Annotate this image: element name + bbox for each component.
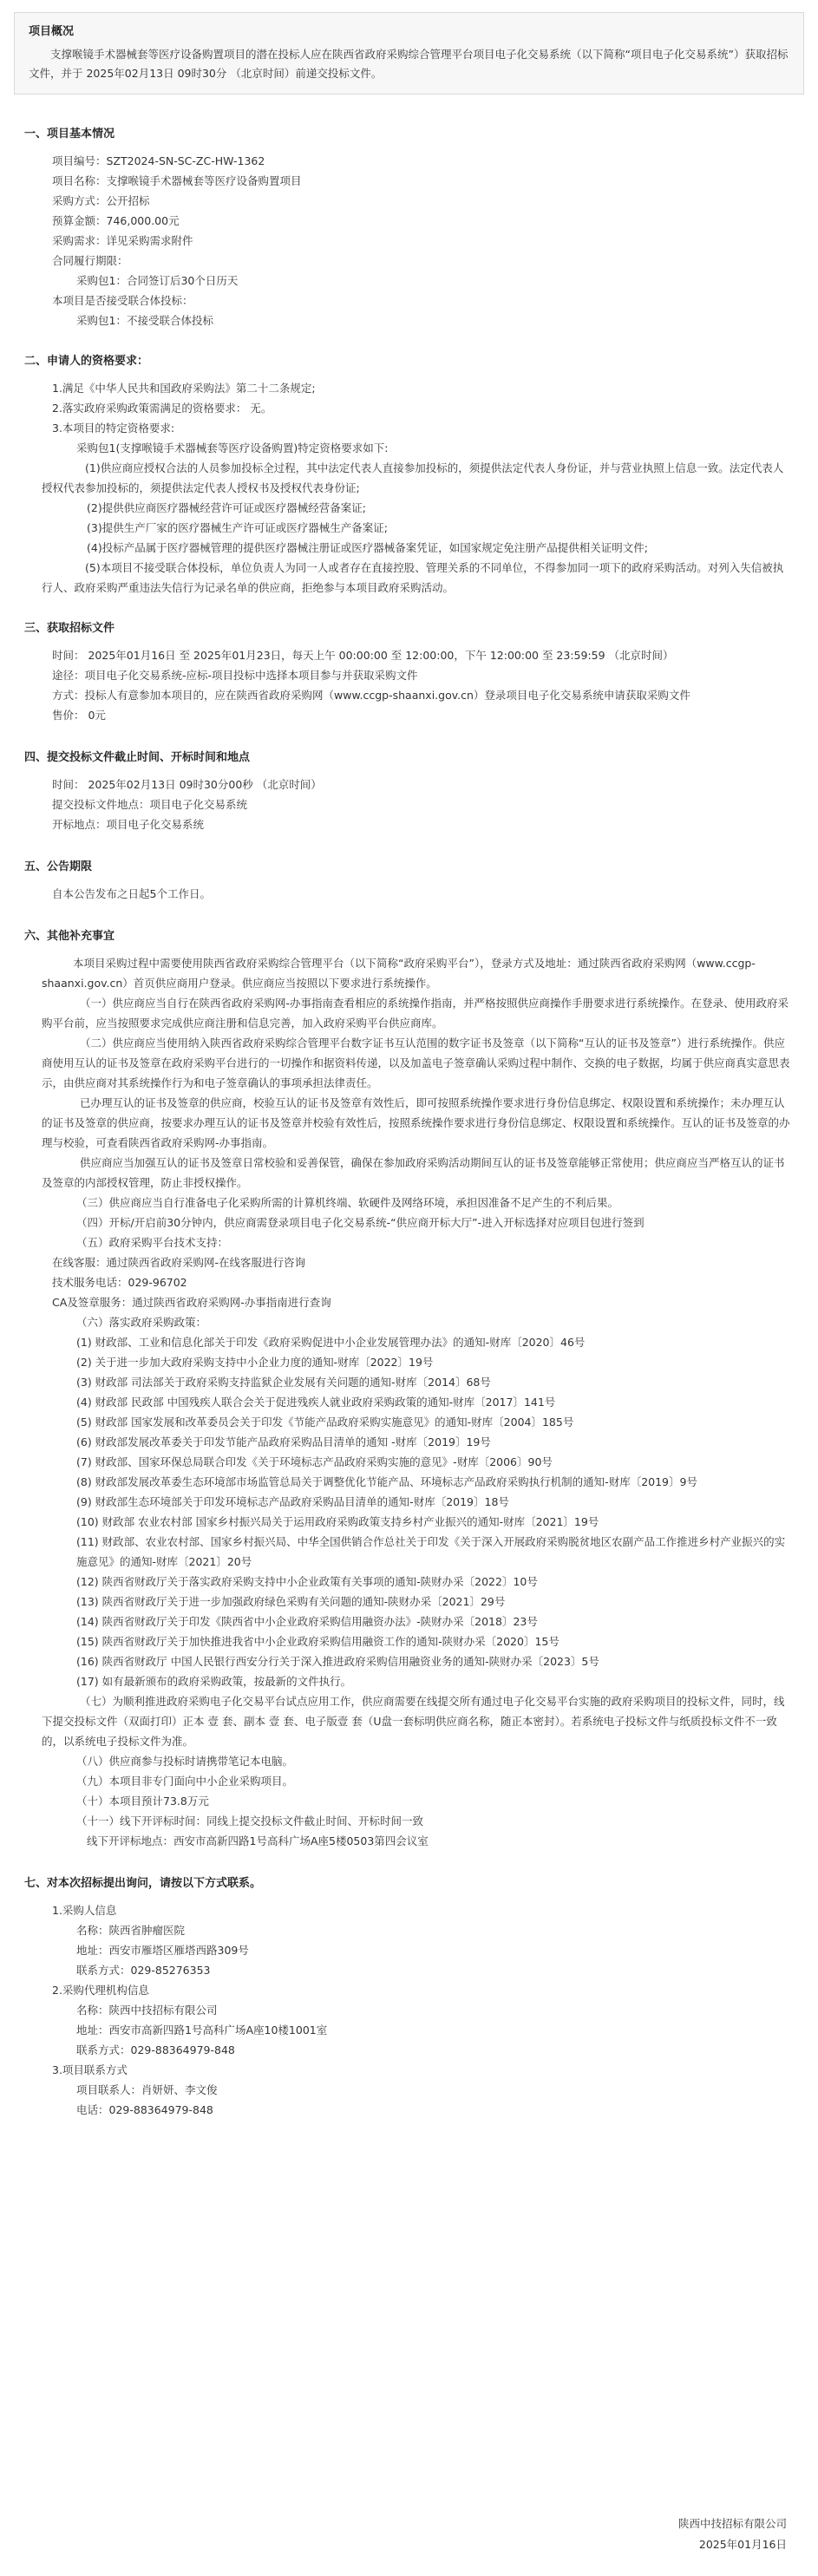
qual-requirement: (5)本项目不接受联合体投标，单位负责人为同一人或者存在直接控股、管理关系的不同单位，不得参加同一项下的政府采购活动。对列入失信被执行人、政府采购严重违法失信行为记录名单的供应商，拒绝参与本项目政府采购活动。 [42,561,784,594]
other-paragraph: 供应商应当加强互认的证书及签章日常校验和妥善保管，确保在参加政府采购活动期间互认的证书及签章能够正常使用；供应商应当严格互认的证书及签章的内部授权管理，防止非授权操作。 [42,1156,785,1189]
policy-item: (17) 如有最新颁布的政府采购政策，按最新的文件执行。 [76,1675,352,1688]
section-heading: 七、对本次招标提出询问，请按以下方式联系。 [24,1877,262,1890]
open-place: 开标地点：项目电子化交易系统 [52,818,205,831]
contract-term-label: 合同履行期限： [52,254,128,267]
policy-item: (4) 财政部 民政部 中国残疾人联合会关于促进残疾人就业政府采购政策的通知-财库〔2017〕141号 [76,1396,556,1409]
contact-subheading: 2.采购代理机构信息 [52,1984,149,1997]
other-paragraph: 本项目采购过程中需要使用陕西省政府采购综合管理平台（以下简称“政府采购平台”），登录方式及地址：通过陕西省政府采购网（www.ccgp-shaanxi.gov.cn）首页供应商用户登录。供应商应当按照以下要求进行系统操作。 [42,957,756,990]
other-paragraph: 已办理互认的证书及签章的供应商，校验互认的证书及签章有效性后，即可按照系统操作要求进行身份信息绑定、权限设置和系统操作；未办理互认的证书及签章的供应商，按要求办理互认的证书及签章并校验有效性后，按照系统操作要求进行身份信息绑定、权限设置和系统操作。互认的证书及签章的办理与校验，可查看陕西省政府采购网-办事指南。 [42,1096,790,1149]
qual-line: 2.落实政府采购政策需满足的资格要求： 无。 [52,402,272,415]
obtain-price: 售价： 0元 [52,709,106,722]
other-paragraph: （七）为顺利推进政府采购电子化交易平台试点应用工作，供应商需要在线提交所有通过电子化交易平台实施的政府采购项目的投标文件，同时，线下提交投标文件（双面打印）正本 壹 套、副本 壹 套、电子版壹 套（U盘一套标明供应商名称，随正本密封）。若系统电子投标文件与纸质投标文件不一致的，以系统电子投标文件为准。 [42,1695,785,1748]
policy-item: (16) 陕西省财政厅 中国人民银行西安分行关于深入推进政府采购信用融资业务的通知-陕财办采〔2023〕5号 [76,1655,599,1668]
other-paragraph: （四）开标/开启前30分钟内，供应商需登录项目电子化交易系统-“供应商开标大厅”-进入开标选择对应项目包进行签到 [76,1216,645,1229]
support-ca: CA及签章服务：通过陕西省政府采购网-办事指南进行查询 [52,1296,331,1309]
project-number: 项目编号：SZT2024-SN-SC-ZC-HW-1362 [52,154,265,167]
deadline-time: 时间： 2025年02月13日 09时30分00秒 （北京时间） [52,778,322,791]
section-heading: 五、公告期限 [24,860,93,873]
section-heading: 六、其他补充事宜 [24,930,115,943]
contact-subheading: 3.项目联系方式 [52,2063,128,2076]
qual-requirement: (2)提供供应商医疗器械经营许可证或医疗器械经营备案证; [87,501,366,514]
submit-place: 提交投标文件地点：项目电子化交易系统 [52,798,248,811]
section-heading: 四、提交投标文件截止时间、开标时间和地点 [24,751,251,764]
project-contact: 项目联系人：肖妍妍、李文俊 [76,2083,218,2096]
section-heading: 一、项目基本情况 [24,127,115,141]
policy-item: (10) 财政部 农业农村部 国家乡村振兴局关于运用政府采购政策支持乡村产业振兴的通知-财库〔2021〕19号 [76,1515,599,1528]
section-deadline [24,748,794,834]
qual-line: 1.满足《中华人民共和国政府采购法》第二十二条规定; [52,382,316,395]
contract-term: 采购包1：合同签订后30个日历天 [76,274,239,287]
policy-item: (15) 陕西省财政厅关于加快推进我省中小企业政府采购信用融资工作的通知-陕财办采〔2020〕15号 [76,1635,560,1648]
signature-date: 2025年01月16日 [698,2538,787,2551]
signature-block [678,2514,787,2555]
overview-text: 支撑喉镜手术器械套等医疗设备购置项目的潜在投标人应在陕西省政府采购综合管理平台项目电子化交易系统（以下简称“项目电子化交易系统”）获取招标文件，并于 2025年02月13日 09时30分 （北京时间）前递交投标文件。 [29,48,789,80]
policy-item: (11) 财政部、农业农村部、国家乡村振兴局、中华全国供销合作总社关于印发《关于深入开展政府采购脱贫地区农副产品工作推进乡村产业振兴的实施意见》的通知-财库〔2021〕20号 [76,1535,786,1568]
consortium-label: 本项目是否接受联合体投标： [52,294,193,307]
budget: 预算金额：746,000.00元 [52,214,180,227]
policy-item: (5) 财政部 国家发展和改革委员会关于印发《节能产品政府采购实施意见》的通知-财库〔2004〕185号 [76,1415,574,1429]
section-obtain-docs [24,618,794,725]
overview-title: 项目概况 [29,25,75,38]
section-heading: 二、申请人的资格要求： [24,355,149,368]
obtain-method: 方式：投标人有意参加本项目的，应在陕西省政府采购网（www.ccgp-shaanxi.gov.cn）登录项目电子化交易系统申请获取采购文件 [52,689,690,702]
qual-requirement: (1)供应商应授权合法的人员参加投标全过程，其中法定代表人直接参加投标的，须提供法定代表人身份证，并与营业执照上信息一致。法定代表人授权代表参加投标的，须提供法定代表人授权书及授权代表身份证; [42,461,784,494]
policy-item: (1) 财政部、工业和信息化部关于印发《政府采购促进中小企业发展管理办法》的通知-财库〔2020〕46号 [76,1336,586,1349]
procurement-method: 采购方式：公开招标 [52,194,150,207]
buyer-phone: 联系方式：029-85276353 [76,1964,211,1977]
policy-item: (9) 财政部生态环境部关于印发环境标志产品政府采购品目清单的通知-财库〔2019〕18号 [76,1495,509,1508]
obtain-time: 时间： 2025年01月16日 至 2025年01月23日，每天上午 00:00:00 至 12:00:00，下午 12:00:00 至 23:59:59 （北京时间） [52,649,674,662]
requirement: 采购需求：详见采购需求附件 [52,234,193,247]
qual-line: 3.本项目的特定资格要求: [52,422,175,435]
other-paragraph: （三）供应商应当自行准备电子化采购所需的计算机终端、软硬件及网络环境，承担因准备不足产生的不利后果。 [76,1196,619,1209]
other-paragraph: （五）政府采购平台技术支持： [76,1236,229,1249]
project-name: 项目名称：支撑喉镜手术器械套等医疗设备购置项目 [52,174,302,187]
buyer-address: 地址：西安市雁塔区雁塔西路309号 [76,1944,249,1957]
policy-item: (13) 陕西省财政厅关于进一步加强政府绿色采购有关问题的通知-陕财办采〔2021〕29号 [76,1595,506,1608]
qual-requirement: (3)提供生产厂家的医疗器械生产许可证或医疗器械生产备案证; [87,521,388,534]
section-other [24,926,794,1851]
contact-subheading: 1.采购人信息 [52,1904,117,1917]
policy-item: (2) 关于进一步加大政府采购支持中小企业力度的通知-财库〔2022〕19号 [76,1356,434,1369]
other-paragraph: （二）供应商应当使用纳入陕西省政府采购综合管理平台数字证书互认范围的数字证书及签章（以下简称“互认的证书及签章”）进行系统操作。供应商使用互认的证书及签章在政府采购平台进行的一切操作和据资料传递，以及加盖电子签章确认采购过程中制作、交换的电子数据，均属于供应商真实意思表示，由供应商对其系统操作行为和电子签章确认的事项承担法律责任。 [42,1036,790,1089]
policy-item: (8) 财政部发展改革委生态环境部市场监管总局关于调整优化节能产品、环境标志产品政府采购执行机制的通知-财库〔2019〕9号 [76,1475,697,1488]
project-overview-box [14,12,804,95]
other-paragraph: （八）供应商参与投标时请携带笔记本电脑。 [76,1755,294,1768]
agent-name: 名称：陕西中技招标有限公司 [76,2004,218,2017]
notice-period-text: 自本公告发布之日起5个工作日。 [52,887,211,900]
other-paragraph: （十）本项目预计73.8万元 [76,1795,209,1808]
agent-address: 地址：西安市高新四路1号高科广场A座10楼1001室 [76,2024,328,2037]
other-paragraph: （十一）线下开评标时间：同线上提交投标文件截止时间、开标时间一致 [76,1814,424,1827]
policy-heading: （六）落实政府采购政策： [76,1316,207,1329]
obtain-path: 途径：项目电子化交易系统-应标-项目投标中选择本项目参与并获取采购文件 [52,669,418,682]
qual-requirement: (4)投标产品属于医疗器械管理的提供医疗器械注册证或医疗器械备案凭证，如国家规定免注册产品提供相关证明文件; [87,541,648,554]
buyer-name: 名称：陕西省肿瘤医院 [76,1924,186,1937]
section-qualifications [24,351,794,598]
qual-line: 采购包1(支撑喉镜手术器械套等医疗设备购置)特定资格要求如下: [76,441,389,454]
other-paragraph: （一）供应商应当自行在陕西省政府采购网-办事指南查看相应的系统操作指南，并严格按照供应商操作手册要求进行系统操作。在登录、使用政府采购平台前，应当按照要求完成供应商注册和信息完善，加入政府采购平台供应商库。 [42,997,789,1030]
signature-org: 陕西中技招标有限公司 [677,2517,787,2530]
policy-item: (6) 财政部发展改革委关于印发节能产品政府采购品目清单的通知 -财库〔2019〕19号 [76,1435,491,1448]
agent-phone: 联系方式：029-88364979-848 [76,2043,235,2056]
project-phone: 电话：029-88364979-848 [76,2103,213,2116]
policy-item: (7) 财政部、国家环保总局联合印发《关于环境标志产品政府采购实施的意见》-财库〔2006〕90号 [76,1455,553,1468]
section-basic-info [24,124,794,330]
support-online: 在线客服：通过陕西省政府采购网-在线客服进行咨询 [52,1256,306,1269]
consortium-value: 采购包1：不接受联合体投标 [76,314,213,327]
policy-item: (3) 财政部 司法部关于政府采购支持监狱企业发展有关问题的通知-财库〔2014〕68号 [76,1376,491,1389]
policy-item: (14) 陕西省财政厅关于印发《陕西省中小企业政府采购信用融资办法》-陕财办采〔2018〕23号 [76,1615,538,1628]
section-notice-period [24,857,794,904]
support-phone: 技术服务电话：029-96702 [52,1276,187,1289]
policy-item: (12) 陕西省财政厅关于落实政府采购支持中小企业政策有关事项的通知-陕财办采〔2022〕10号 [76,1575,538,1588]
section-heading: 三、获取招标文件 [24,622,115,635]
other-paragraph: 线下开评标地点：西安市高新四路1号高科广场A座5楼0503第四会议室 [87,1834,429,1847]
other-paragraph: （九）本项目非专门面向中小企业采购项目。 [76,1775,294,1788]
section-contact [24,1873,794,2120]
